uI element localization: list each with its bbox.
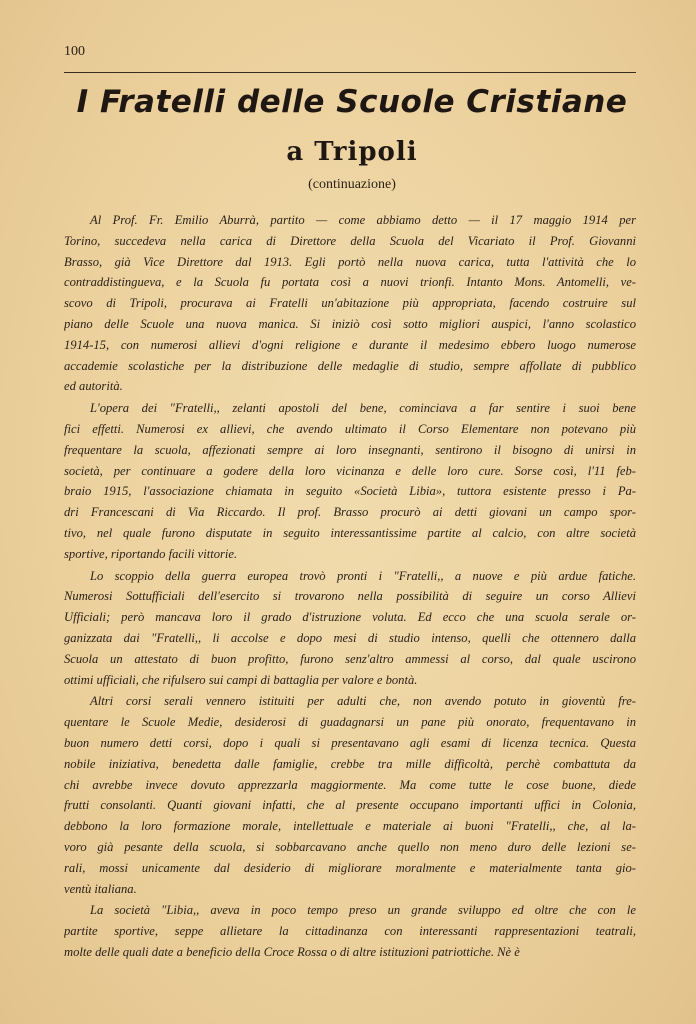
- text-line: ganizzata dai "Fratelli,, li accolse e dopo mesi di studio intenso, quelli che ottennero dalla: [64, 630, 636, 645]
- text-line: Brasso, già Vice Direttore dal 1913. Egli portò nella nuova carica, tutta l'attività che lo: [64, 254, 636, 269]
- text-line: Lo scoppio della guerra europea trovò pronti i "Fratelli,, a nuove e più ardue fatiche.: [90, 568, 636, 583]
- text-line: Torino, succedeva nella carica di Direttore della Scuola del Vicariato il Prof. Giovanni: [64, 233, 636, 248]
- text-line: sportive, riportando facili vittorie.: [64, 546, 238, 561]
- paragraph: [64, 398, 636, 564]
- paragraph: [64, 691, 636, 899]
- text-line: L'opera dei "Fratelli,, zelanti apostoli del bene, cominciava a far sentire i suoi bene: [90, 401, 636, 416]
- text-line: Scuola un attestato di buon profitto, furono senz'altro ammessi al corso, dal quale uscirono: [64, 651, 636, 666]
- text-line: partite sportive, seppe allietare la cittadinanza con interessanti rappresentazioni teatrali,: [64, 924, 636, 939]
- text-line: ventù italiana.: [64, 881, 137, 896]
- text-line: accademie scolastiche per la distribuzione delle medaglie di studio, sempre affollate di pubblico: [64, 358, 636, 373]
- text-line: buon numero detti corsi, dopo i quali si presentavano agli esami di licenza tecnica. Questa: [64, 735, 636, 750]
- text-line: frutti consolanti. Quanti giovani infatti, che al presente occupano importanti uffici in Colonia,: [64, 798, 636, 813]
- header-rule: [64, 72, 636, 73]
- paragraph: [64, 210, 636, 397]
- text-line: scovo di Tripoli, procurava ai Fratelli un'abitazione più appropriata, facendo costruire sul: [64, 296, 636, 311]
- text-line: chi avrebbe invece dovuto apprezzarla maggiormente. Ma come tutte le cose buone, diede: [64, 777, 636, 792]
- text-line: tivo, nel quale furono disputate in seguito interessantissime partite al calcio, con altre società: [64, 525, 636, 540]
- text-line: Al Prof. Fr. Emilio Aburrà, partito — come abbiamo detto — il 17 maggio 1914 per: [90, 213, 636, 227]
- article-title-location: a Tripoli: [286, 137, 418, 167]
- article-subtitle: (continuazione): [308, 177, 396, 192]
- text-line: fici effetti. Numerosi ex allievi, che avendo ultimato il Corso Elementare non potevano più: [64, 421, 636, 436]
- text-line: contraddistingueva, e la Scuola fu portata così a nuovi trionfi. Intanto Mons. Antomelli, ve-: [64, 275, 636, 290]
- text-line: piano delle Scuole una nuova manica. Si iniziò così sotto migliori auspici, l'anno scolastico: [64, 316, 636, 331]
- text-line: Numerosi Sottufficiali dell'esercito si trovarono nella possibilità di seguire un corso Allievi: [64, 589, 636, 604]
- article-body: [64, 210, 636, 963]
- text-line: Altri corsi serali vennero istituiti per adulti che, non avendo potuto in gioventù fre-: [90, 694, 636, 709]
- text-line: braio 1915, l'associazione chiamata in seguito «Società Libia», tuttora esistente presso i Pa-: [64, 484, 636, 499]
- text-line: quentare le Scuole Medie, desiderosi di guadagnarsi un pane più onorato, frequentavano in: [64, 715, 636, 730]
- text-line: debbono la loro formazione morale, intellettuale e materiale ai buoni "Fratelli,, che, al la-: [64, 819, 636, 834]
- text-line: voro già pesante della scuola, si sobbarcavano anche quello non meno duro delle lezioni se-: [64, 839, 636, 854]
- text-line: Ufficiali; però mancava loro il grado d'istruzione voluta. Ed ecco che una scuola serale or-: [64, 610, 636, 625]
- paragraph: [64, 900, 636, 962]
- text-line: La società "Libia,, aveva in poco tempo preso un grande sviluppo ed oltre che con le: [90, 903, 636, 918]
- text-line: frequentare la scuola, affezionati sempre ai loro insegnanti, sentirono il bisogno di unirsi in: [64, 442, 636, 457]
- text-line: ottimi ufficiali, che rifulsero sui campi di battaglia per valore e bontà.: [64, 672, 418, 687]
- text-line: rali, mossi unicamente dal desiderio di migliorare moralmente e materialmente tanta gio-: [64, 860, 636, 875]
- article-title: I Fratelli delle Scuole Cristiane: [76, 84, 628, 120]
- text-line: 1914-15, con numerosi allievi d'ogni religione e durante il medesimo ebbero luogo numerose: [64, 337, 636, 352]
- paragraph: [64, 566, 636, 691]
- text-line: nobile iniziativa, benedetta dalle famiglie, crebbe tra mille difficoltà, perchè combattuta da: [64, 756, 636, 771]
- page-number: 100: [64, 44, 85, 59]
- text-line: molte delle quali date a beneficio della Croce Rossa o di altre istituzioni patriottiche. Nè è: [64, 944, 520, 959]
- text-line: società, per continuare a godere della loro vicinanza e delle loro cure. Sorse così, l'11 feb-: [64, 463, 636, 478]
- text-line: dri Francescani di Via Riccardo. Il prof. Brasso procurò ai detti giovani un campo spor-: [64, 505, 636, 520]
- text-line: ed autorità.: [64, 379, 123, 394]
